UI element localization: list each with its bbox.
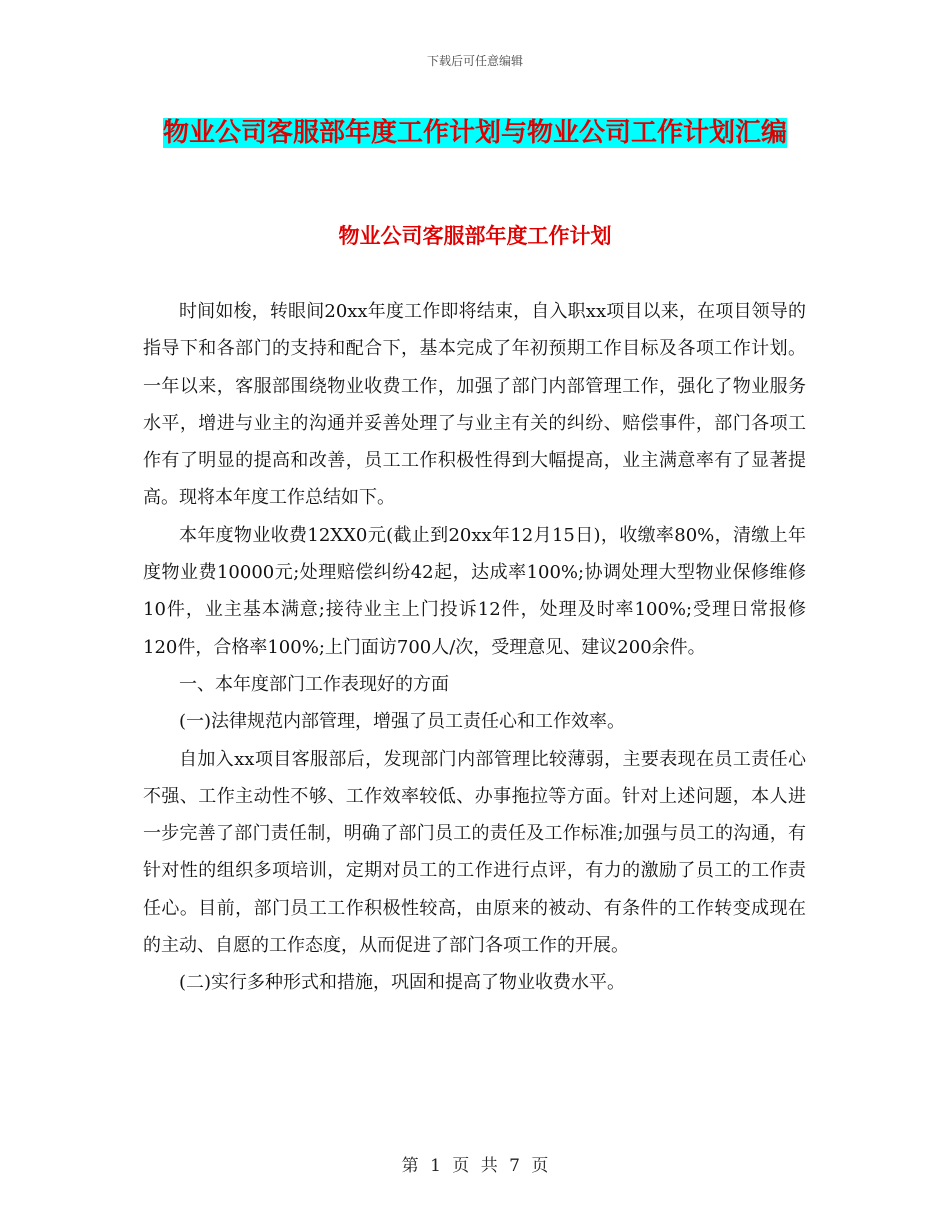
heading-subsection-1: (一)法律规范内部管理，增强了员工责任心和工作效率。	[179, 711, 626, 733]
document-body	[143, 293, 806, 1002]
document-title	[140, 110, 810, 156]
section-title: 物业公司客服部年度工作计划	[338, 224, 612, 248]
heading-section-1: 一、本年度部门工作表现好的方面	[179, 673, 449, 695]
document-title-text: 物业公司客服部年度工作计划与物业公司工作计划汇编	[162, 118, 787, 148]
page-number: 第 1 页 共 7 页	[401, 1156, 549, 1176]
paragraph-management: 自加入xx项目客服部后，发现部门内部管理比较薄弱，主要表现在员工责任心不强、工作主动性不够、工作效率较低、办事拖拉等方面。针对上述问题，本人进一步完善了部门责任制，明确了部门员工的责任及工作标准;加强与员工的沟通，有针对性的组织多项培训，定期对员工的工作进行点评，有力的激励了员工的工作责任心。目前，部门员工工作积极性较高，由原来的被动、有条件的工作转变成现在的主动、自愿的工作态度，从而促进了部门各项工作的开展。	[143, 748, 806, 957]
paragraph-stats: 本年度物业收费12XX0元(截止到20xx年12月15日)，收缴率80%，清缴上年度物业费10000元;处理赔偿纠纷42起，达成率100%;协调处理大型物业保修维修10件，业主基本满意;接待业主上门投诉12件，处理及时率100%;受理日常报修120件，合格率100%;上门面访700人/次，受理意见、建议200余件。	[143, 524, 806, 658]
header-note: 下载后可任意编辑	[426, 54, 523, 68]
paragraph-intro: 时间如梭，转眼间20xx年度工作即将结束，自入职xx项目以来，在项目领导的指导下和各部门的支持和配合下，基本完成了年初预期工作目标及各项工作计划。一年以来，客服部围绕物业收费工作，加强了部门内部管理工作，强化了物业服务水平，增进与业主的沟通并妥善处理了与业主有关的纠纷、赔偿事件，部门各项工作有了明显的提高和改善，员工工作积极性得到大幅提高，业主满意率有了显著提高。现将本年度工作总结如下。	[143, 301, 806, 509]
heading-subsection-2: (二)实行多种形式和措施，巩固和提高了物业收费水平。	[179, 972, 626, 994]
